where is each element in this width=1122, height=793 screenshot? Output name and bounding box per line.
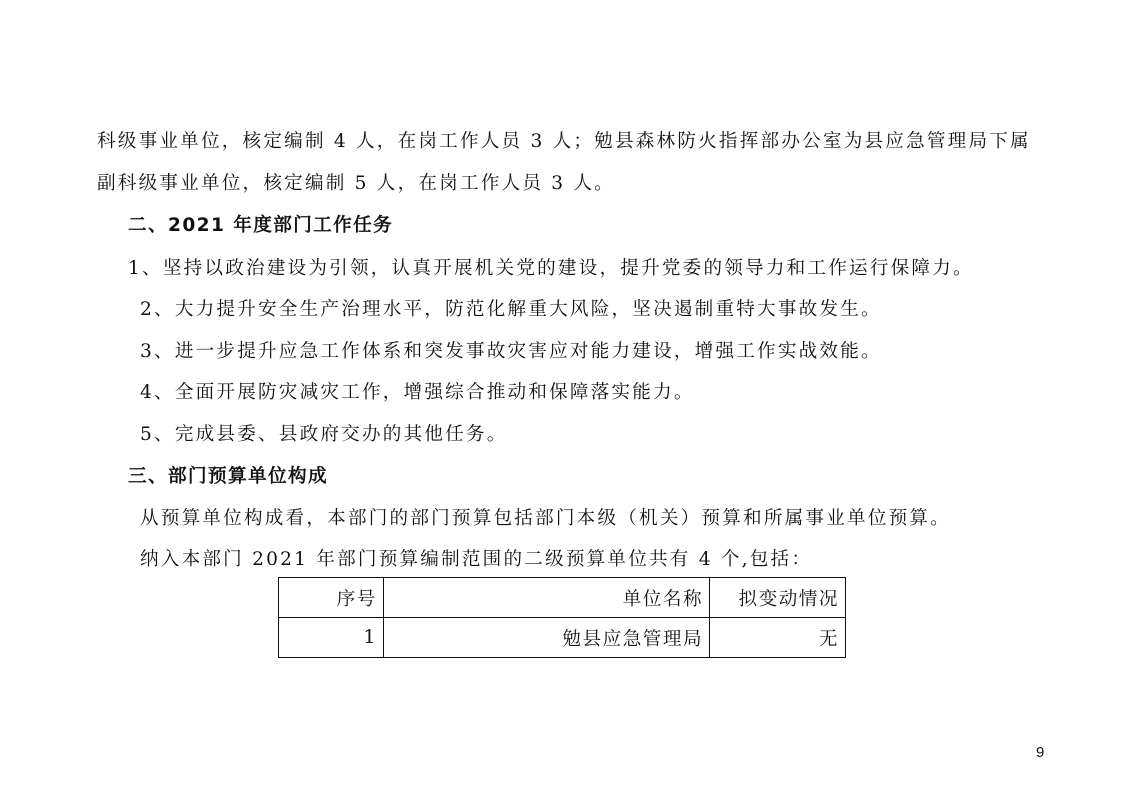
table-row <box>279 618 846 658</box>
paragraph-line-2: 副科级事业单位，核定编制 5 人，在岗工作人员 3 人。 <box>97 173 615 194</box>
header-planned-change: 拟变动情况 <box>710 578 846 618</box>
task-item-4: 4、全面开展防灾减灾工作，增强综合推动和保障落实能力。 <box>140 382 695 403</box>
table-header-row <box>279 578 846 618</box>
cell-planned-change: 无 <box>710 618 846 658</box>
section-heading-work-tasks: 二、2021 年度部门工作任务 <box>128 215 394 236</box>
page-number: 9 <box>1036 744 1045 761</box>
header-unit-name: 单位名称 <box>383 578 709 618</box>
task-item-2: 2、大力提升安全生产治理水平，防范化解重大风险，坚决遏制重特大事故发生。 <box>140 299 882 320</box>
task-item-1: 1、坚持以政治建设为引领，认真开展机关党的建设，提升党委的领导力和工作运行保障力。 <box>128 258 974 279</box>
header-serial-number: 序号 <box>279 578 384 618</box>
task-item-3: 3、进一步提升应急工作体系和突发事故灾害应对能力建设，增强工作实战效能。 <box>140 341 882 362</box>
budget-units-table <box>278 577 846 658</box>
budget-units-paragraph-2: 纳入本部门 2021 年部门预算编制范围的二级预算单位共有 4 个,包括： <box>140 549 813 570</box>
cell-unit-name: 勉县应急管理局 <box>383 618 709 658</box>
cell-serial-number: 1 <box>279 618 384 658</box>
paragraph-line-1: 科级事业单位，核定编制 4 人，在岗工作人员 3 人；勉县森林防火指挥部办公室为县应急管理局下属 <box>97 131 1031 152</box>
task-item-5: 5、完成县委、县政府交办的其他任务。 <box>140 424 508 445</box>
section-heading-budget-units: 三、部门预算单位构成 <box>128 466 328 487</box>
budget-units-paragraph-1: 从预算单位构成看，本部门的部门预算包括部门本级（机关）预算和所属事业单位预算。 <box>140 508 951 529</box>
